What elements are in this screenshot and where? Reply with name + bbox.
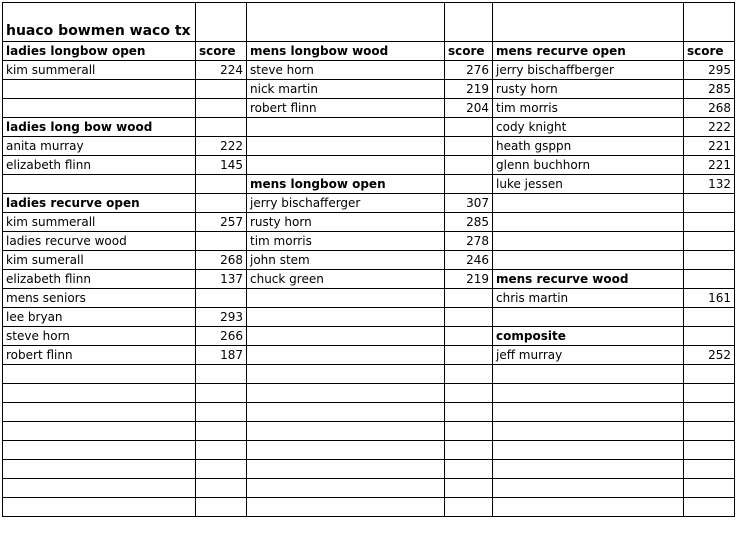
cell[interactable]: [247, 3, 445, 42]
table-row: [3, 441, 735, 460]
table-row: [3, 251, 735, 270]
score-cell[interactable]: [196, 403, 247, 422]
score-cell[interactable]: 307: [445, 194, 493, 213]
division-name-cell[interactable]: [247, 384, 445, 403]
score-cell[interactable]: [684, 327, 735, 346]
score-cell[interactable]: [445, 422, 493, 441]
table-row: [3, 365, 735, 384]
score-cell[interactable]: 252: [684, 346, 735, 365]
table-row: [3, 289, 735, 308]
score-cell[interactable]: 268: [196, 251, 247, 270]
score-cell[interactable]: [196, 498, 247, 517]
score-cell[interactable]: [684, 194, 735, 213]
division-name-cell[interactable]: john stem: [247, 251, 445, 270]
division-header-cell[interactable]: composite: [493, 327, 684, 346]
division-name-cell[interactable]: [3, 441, 196, 460]
division-name-cell[interactable]: steve horn: [247, 61, 445, 80]
score-sheet-table: [2, 2, 735, 517]
division-name-cell[interactable]: [247, 460, 445, 479]
table-row: [3, 422, 735, 441]
score-cell[interactable]: [196, 232, 247, 251]
score-cell[interactable]: 285: [445, 213, 493, 232]
division-name-cell[interactable]: [3, 384, 196, 403]
score-cell[interactable]: [445, 327, 493, 346]
score-cell[interactable]: 145: [196, 156, 247, 175]
score-cell[interactable]: 293: [196, 308, 247, 327]
score-cell[interactable]: 266: [196, 327, 247, 346]
division-name-cell[interactable]: [493, 251, 684, 270]
division-header-cell[interactable]: ladies longbow open: [3, 42, 196, 61]
score-cell[interactable]: [196, 384, 247, 403]
score-cell[interactable]: [445, 156, 493, 175]
division-name-cell[interactable]: rusty horn: [247, 213, 445, 232]
division-name-cell[interactable]: robert flinn: [247, 99, 445, 118]
division-header-cell[interactable]: ladies recurve open: [3, 194, 196, 213]
division-name-cell[interactable]: tim morris: [493, 99, 684, 118]
score-cell[interactable]: [684, 270, 735, 289]
table-row: [3, 80, 735, 99]
division-header-cell[interactable]: mens longbow wood: [247, 42, 445, 61]
score-cell[interactable]: [684, 213, 735, 232]
score-cell[interactable]: 187: [196, 346, 247, 365]
score-cell[interactable]: [196, 441, 247, 460]
score-cell[interactable]: [196, 365, 247, 384]
division-name-cell[interactable]: kim summerall: [3, 213, 196, 232]
division-name-cell[interactable]: [493, 441, 684, 460]
division-name-cell[interactable]: [3, 99, 196, 118]
table-row: [3, 194, 735, 213]
score-cell[interactable]: [445, 479, 493, 498]
score-cell[interactable]: [196, 118, 247, 137]
division-name-cell[interactable]: cody knight: [493, 118, 684, 137]
score-cell[interactable]: [445, 346, 493, 365]
division-name-cell[interactable]: [3, 460, 196, 479]
score-cell[interactable]: [684, 441, 735, 460]
division-name-cell[interactable]: [493, 479, 684, 498]
cell[interactable]: [445, 3, 493, 42]
sheet-title[interactable]: huaco bowmen waco tx: [3, 3, 196, 42]
division-name-cell[interactable]: [493, 498, 684, 517]
score-cell[interactable]: [445, 175, 493, 194]
table-row: [3, 213, 735, 232]
division-name-cell[interactable]: [247, 137, 445, 156]
score-header-cell[interactable]: score: [445, 42, 493, 61]
division-header-cell[interactable]: ladies long bow wood: [3, 118, 196, 137]
division-name-cell[interactable]: [493, 213, 684, 232]
score-header-cell[interactable]: score: [196, 42, 247, 61]
division-name-cell[interactable]: [247, 327, 445, 346]
division-name-cell[interactable]: [493, 384, 684, 403]
division-name-cell[interactable]: [3, 479, 196, 498]
division-name-cell[interactable]: tim morris: [247, 232, 445, 251]
score-cell[interactable]: [684, 384, 735, 403]
score-cell[interactable]: [196, 80, 247, 99]
division-name-cell[interactable]: [247, 308, 445, 327]
table-row: [3, 327, 735, 346]
score-cell[interactable]: [196, 194, 247, 213]
division-name-cell[interactable]: jerry bischaffberger: [493, 61, 684, 80]
division-name-cell[interactable]: [493, 460, 684, 479]
score-cell[interactable]: [196, 99, 247, 118]
table-row: [3, 479, 735, 498]
division-name-cell[interactable]: [493, 422, 684, 441]
division-name-cell[interactable]: [493, 308, 684, 327]
header-row: [3, 42, 735, 61]
score-cell[interactable]: [196, 479, 247, 498]
division-name-cell[interactable]: rusty horn: [493, 80, 684, 99]
score-cell[interactable]: 285: [684, 80, 735, 99]
division-header-cell[interactable]: mens longbow open: [247, 175, 445, 194]
division-header-cell[interactable]: mens recurve open: [493, 42, 684, 61]
division-name-cell[interactable]: jeff murray: [493, 346, 684, 365]
cell[interactable]: [493, 3, 684, 42]
table-row: [3, 137, 735, 156]
score-cell[interactable]: 276: [445, 61, 493, 80]
table-row: [3, 346, 735, 365]
score-cell[interactable]: [196, 422, 247, 441]
score-cell[interactable]: 219: [445, 80, 493, 99]
division-name-cell[interactable]: lee bryan: [3, 308, 196, 327]
score-cell[interactable]: [684, 479, 735, 498]
score-cell[interactable]: 278: [445, 232, 493, 251]
score-cell[interactable]: [684, 308, 735, 327]
division-name-cell[interactable]: steve horn: [3, 327, 196, 346]
score-cell[interactable]: 219: [445, 270, 493, 289]
score-cell[interactable]: [684, 498, 735, 517]
cell[interactable]: [684, 3, 735, 42]
division-name-cell[interactable]: [247, 422, 445, 441]
score-cell[interactable]: 257: [196, 213, 247, 232]
division-name-cell[interactable]: nick martin: [247, 80, 445, 99]
division-name-cell[interactable]: [247, 441, 445, 460]
score-cell[interactable]: [196, 175, 247, 194]
score-cell[interactable]: [445, 289, 493, 308]
division-name-cell[interactable]: [247, 365, 445, 384]
division-name-cell[interactable]: [493, 194, 684, 213]
division-name-cell[interactable]: kim sumerall: [3, 251, 196, 270]
table-row: [3, 175, 735, 194]
score-cell[interactable]: [445, 118, 493, 137]
table-row: [3, 384, 735, 403]
sheet-body: [3, 3, 735, 517]
cell[interactable]: [196, 3, 247, 42]
division-name-cell[interactable]: [247, 403, 445, 422]
division-name-cell[interactable]: [3, 403, 196, 422]
division-name-cell[interactable]: [247, 479, 445, 498]
score-cell[interactable]: [684, 422, 735, 441]
division-name-cell[interactable]: chuck green: [247, 270, 445, 289]
division-name-cell[interactable]: [493, 365, 684, 384]
score-cell[interactable]: 224: [196, 61, 247, 80]
division-name-cell[interactable]: [493, 403, 684, 422]
table-row: [3, 99, 735, 118]
table-row: [3, 498, 735, 517]
table-row: [3, 232, 735, 251]
division-name-cell[interactable]: luke jessen: [493, 175, 684, 194]
division-name-cell[interactable]: [3, 498, 196, 517]
score-cell[interactable]: 246: [445, 251, 493, 270]
score-cell[interactable]: 221: [684, 137, 735, 156]
score-cell[interactable]: [684, 251, 735, 270]
score-cell[interactable]: 137: [196, 270, 247, 289]
division-name-cell[interactable]: elizabeth flinn: [3, 270, 196, 289]
division-name-cell[interactable]: jerry bischafferger: [247, 194, 445, 213]
division-name-cell[interactable]: ladies recurve wood: [3, 232, 196, 251]
division-name-cell[interactable]: elizabeth flinn: [3, 156, 196, 175]
division-name-cell[interactable]: chris martin: [493, 289, 684, 308]
division-name-cell[interactable]: [493, 232, 684, 251]
table-row: [3, 403, 735, 422]
division-name-cell[interactable]: [247, 498, 445, 517]
table-row: [3, 270, 735, 289]
score-cell[interactable]: [445, 308, 493, 327]
division-name-cell[interactable]: [247, 346, 445, 365]
score-cell[interactable]: 295: [684, 61, 735, 80]
score-cell[interactable]: 161: [684, 289, 735, 308]
division-name-cell[interactable]: anita murray: [3, 137, 196, 156]
score-cell[interactable]: [445, 441, 493, 460]
table-row: [3, 460, 735, 479]
division-name-cell[interactable]: [3, 422, 196, 441]
score-cell[interactable]: [445, 365, 493, 384]
score-cell[interactable]: 268: [684, 99, 735, 118]
score-cell[interactable]: [196, 460, 247, 479]
division-name-cell[interactable]: [247, 118, 445, 137]
score-cell[interactable]: [445, 403, 493, 422]
division-header-cell[interactable]: mens recurve wood: [493, 270, 684, 289]
score-cell[interactable]: [196, 289, 247, 308]
score-cell[interactable]: [684, 365, 735, 384]
division-name-cell[interactable]: [3, 175, 196, 194]
score-cell[interactable]: [684, 460, 735, 479]
title-row: [3, 3, 735, 42]
score-cell[interactable]: [445, 460, 493, 479]
division-name-cell[interactable]: [247, 289, 445, 308]
division-name-cell[interactable]: [247, 156, 445, 175]
table-row: [3, 308, 735, 327]
division-name-cell[interactable]: [3, 365, 196, 384]
score-cell[interactable]: [445, 498, 493, 517]
division-name-cell[interactable]: [3, 80, 196, 99]
score-cell[interactable]: [684, 232, 735, 251]
score-cell[interactable]: [684, 403, 735, 422]
score-cell[interactable]: 204: [445, 99, 493, 118]
division-name-cell[interactable]: robert flinn: [3, 346, 196, 365]
score-cell[interactable]: 132: [684, 175, 735, 194]
table-row: [3, 118, 735, 137]
score-cell[interactable]: 222: [684, 118, 735, 137]
score-cell[interactable]: [445, 384, 493, 403]
table-row: [3, 61, 735, 80]
score-header-cell[interactable]: score: [684, 42, 735, 61]
score-cell[interactable]: [445, 137, 493, 156]
division-name-cell[interactable]: mens seniors: [3, 289, 196, 308]
division-name-cell[interactable]: glenn buchhorn: [493, 156, 684, 175]
score-cell[interactable]: 221: [684, 156, 735, 175]
score-cell[interactable]: 222: [196, 137, 247, 156]
table-row: [3, 156, 735, 175]
division-name-cell[interactable]: kim summerall: [3, 61, 196, 80]
division-name-cell[interactable]: heath gsppn: [493, 137, 684, 156]
